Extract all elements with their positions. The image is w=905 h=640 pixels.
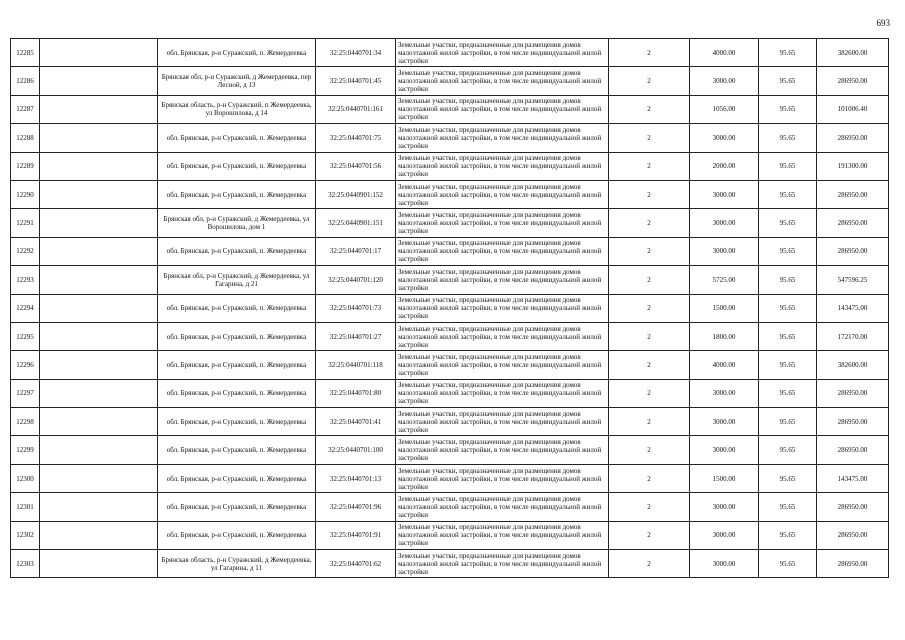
cadastral-value-cell: 143475.00	[817, 464, 889, 492]
group-cell: 2	[609, 436, 690, 464]
row-number-cell: 12298	[11, 408, 40, 436]
blank-cell	[40, 39, 158, 67]
rate-cell: 95.65	[759, 379, 817, 407]
group-cell: 2	[609, 464, 690, 492]
table-row	[11, 521, 889, 549]
address-cell: обл. Брянская, р-н Суражский, п. Жемердеевка	[158, 408, 316, 436]
table-row	[11, 351, 889, 379]
land-use-cell: Земельные участки, предназначенные для размещения домов малоэтажной жилой застройки, в том числе индивидуальной жилой застройки	[396, 124, 609, 152]
area-cell: 3000.00	[690, 493, 759, 521]
address-cell: обл. Брянская, р-н Суражский, п. Жемердеевка	[158, 39, 316, 67]
rate-cell: 95.65	[759, 180, 817, 208]
address-cell: обл. Брянская, р-н Суражский, п. Жемердеевка	[158, 351, 316, 379]
cadastral-value-cell: 286950.00	[817, 436, 889, 464]
cadastral-number-cell: 32:25:0440701:118	[316, 351, 396, 379]
address-cell: обл. Брянская, р-н Суражский, п. Жемердеевка	[158, 237, 316, 265]
row-number-cell: 12291	[11, 209, 40, 237]
rate-cell: 95.65	[759, 436, 817, 464]
row-number-cell: 12303	[11, 550, 40, 578]
cadastral-value-cell: 191300.00	[817, 152, 889, 180]
table-row	[11, 436, 889, 464]
table-row	[11, 294, 889, 322]
land-use-cell: Земельные участки, предназначенные для размещения домов малоэтажной жилой застройки, в том числе индивидуальной жилой застройки	[396, 39, 609, 67]
cadastral-number-cell: 32:25:0440901:152	[316, 180, 396, 208]
land-use-cell: Земельные участки, предназначенные для размещения домов малоэтажной жилой застройки, в том числе индивидуальной жилой застройки	[396, 209, 609, 237]
cadastral-number-cell: 32:25:0440701:56	[316, 152, 396, 180]
table-row	[11, 180, 889, 208]
land-use-cell: Земельные участки, предназначенные для размещения домов малоэтажной жилой застройки, в том числе индивидуальной жилой застройки	[396, 436, 609, 464]
table-row	[11, 209, 889, 237]
rate-cell: 95.65	[759, 39, 817, 67]
group-cell: 2	[609, 209, 690, 237]
address-cell: обл. Брянская, р-н Суражский, п. Жемердеевка	[158, 493, 316, 521]
cadastral-value-cell: 101006.40	[817, 95, 889, 123]
table-row	[11, 550, 889, 578]
land-use-cell: Земельные участки, предназначенные для размещения домов малоэтажной жилой застройки, в том числе индивидуальной жилой застройки	[396, 180, 609, 208]
blank-cell	[40, 351, 158, 379]
row-number-cell: 12297	[11, 379, 40, 407]
address-cell: Брянская обл, р-н Суражский, д Жемердеевка, пер Лесной, д 13	[158, 67, 316, 95]
rate-cell: 95.65	[759, 550, 817, 578]
address-cell: обл. Брянская, р-н Суражский, п. Жемердеевка	[158, 294, 316, 322]
table-row	[11, 152, 889, 180]
row-number-cell: 12285	[11, 39, 40, 67]
area-cell: 1800.00	[690, 322, 759, 350]
land-use-cell: Земельные участки, предназначенные для размещения домов малоэтажной жилой застройки, в том числе индивидуальной жилой застройки	[396, 379, 609, 407]
blank-cell	[40, 67, 158, 95]
cadastral-number-cell: 32:25:0440901:151	[316, 209, 396, 237]
rate-cell: 95.65	[759, 266, 817, 294]
address-cell: обл. Брянская, р-н Суражский, п. Жемердеевка	[158, 436, 316, 464]
row-number-cell: 12292	[11, 237, 40, 265]
rate-cell: 95.65	[759, 237, 817, 265]
area-cell: 4000.00	[690, 351, 759, 379]
group-cell: 2	[609, 237, 690, 265]
blank-cell	[40, 550, 158, 578]
cadastral-number-cell: 32:25:0440701:100	[316, 436, 396, 464]
blank-cell	[40, 464, 158, 492]
cadastral-number-cell: 32:25:0440701:45	[316, 67, 396, 95]
table-row	[11, 379, 889, 407]
cadastral-value-cell: 286950.00	[817, 550, 889, 578]
rate-cell: 95.65	[759, 152, 817, 180]
blank-cell	[40, 493, 158, 521]
row-number-cell: 12290	[11, 180, 40, 208]
row-number-cell: 12289	[11, 152, 40, 180]
cadastral-value-cell: 286950.00	[817, 67, 889, 95]
group-cell: 2	[609, 550, 690, 578]
row-number-cell: 12301	[11, 493, 40, 521]
address-cell: Брянская область, р-н Суражский, д Жемердеевка, ул Гагарина, д 11	[158, 550, 316, 578]
row-number-cell: 12287	[11, 95, 40, 123]
area-cell: 5725.00	[690, 266, 759, 294]
cadastral-value-cell: 286950.00	[817, 124, 889, 152]
cadastral-value-cell: 382600.00	[817, 39, 889, 67]
rate-cell: 95.65	[759, 351, 817, 379]
rate-cell: 95.65	[759, 294, 817, 322]
area-cell: 3000.00	[690, 67, 759, 95]
area-cell: 3000.00	[690, 209, 759, 237]
row-number-cell: 12295	[11, 322, 40, 350]
area-cell: 1500.00	[690, 294, 759, 322]
area-cell: 3000.00	[690, 550, 759, 578]
table-row	[11, 322, 889, 350]
cadastral-number-cell: 32:25:0440701:120	[316, 266, 396, 294]
row-number-cell: 12300	[11, 464, 40, 492]
land-use-cell: Земельные участки, предназначенные для размещения домов малоэтажной жилой застройки, в том числе индивидуальной жилой застройки	[396, 521, 609, 549]
row-number-cell: 12293	[11, 266, 40, 294]
land-use-cell: Земельные участки, предназначенные для размещения домов малоэтажной жилой застройки, в том числе индивидуальной жилой застройки	[396, 464, 609, 492]
address-cell: Брянская обл, р-н Суражский, д Жемердеевка, ул Ворошилова, дом 1	[158, 209, 316, 237]
land-use-cell: Земельные участки, предназначенные для размещения домов малоэтажной жилой застройки, в том числе индивидуальной жилой застройки	[396, 152, 609, 180]
cadastral-value-cell: 286950.00	[817, 237, 889, 265]
land-use-cell: Земельные участки, предназначенные для размещения домов малоэтажной жилой застройки, в том числе индивидуальной жилой застройки	[396, 322, 609, 350]
group-cell: 2	[609, 95, 690, 123]
land-use-cell: Земельные участки, предназначенные для размещения домов малоэтажной жилой застройки, в том числе индивидуальной жилой застройки	[396, 95, 609, 123]
table-row	[11, 124, 889, 152]
table-row	[11, 237, 889, 265]
cadastral-value-cell: 172170.00	[817, 322, 889, 350]
blank-cell	[40, 152, 158, 180]
land-use-cell: Земельные участки, предназначенные для размещения домов малоэтажной жилой застройки, в том числе индивидуальной жилой застройки	[396, 351, 609, 379]
cadastral-number-cell: 32:25:0440701:80	[316, 379, 396, 407]
table-row	[11, 266, 889, 294]
table-row	[11, 493, 889, 521]
page-number: 693	[876, 18, 890, 28]
group-cell: 2	[609, 408, 690, 436]
row-number-cell: 12288	[11, 124, 40, 152]
land-use-cell: Земельные участки, предназначенные для размещения домов малоэтажной жилой застройки, в том числе индивидуальной жилой застройки	[396, 408, 609, 436]
table-body	[11, 39, 889, 578]
group-cell: 2	[609, 322, 690, 350]
blank-cell	[40, 124, 158, 152]
row-number-cell: 12294	[11, 294, 40, 322]
group-cell: 2	[609, 266, 690, 294]
area-cell: 3000.00	[690, 124, 759, 152]
cadastral-value-cell: 286950.00	[817, 180, 889, 208]
address-cell: обл. Брянская, р-н Суражский, п. Жемердеевка	[158, 180, 316, 208]
rate-cell: 95.65	[759, 124, 817, 152]
cadastral-value-cell: 286950.00	[817, 209, 889, 237]
row-number-cell: 12299	[11, 436, 40, 464]
table-row	[11, 408, 889, 436]
land-use-cell: Земельные участки, предназначенные для размещения домов малоэтажной жилой застройки, в том числе индивидуальной жилой застройки	[396, 294, 609, 322]
group-cell: 2	[609, 493, 690, 521]
blank-cell	[40, 266, 158, 294]
cadastral-number-cell: 32:25:0440701:13	[316, 464, 396, 492]
cadastral-value-cell: 286950.00	[817, 521, 889, 549]
table-row	[11, 95, 889, 123]
table-row	[11, 67, 889, 95]
cadastral-number-cell: 32:25:0440701:62	[316, 550, 396, 578]
area-cell: 1500.00	[690, 464, 759, 492]
address-cell: обл. Брянская, р-н Суражский, п. Жемердеевка	[158, 464, 316, 492]
address-cell: обл. Брянская, р-н Суражский, п. Жемердеевка	[158, 322, 316, 350]
blank-cell	[40, 408, 158, 436]
cadastral-value-cell: 382600.00	[817, 351, 889, 379]
blank-cell	[40, 521, 158, 549]
group-cell: 2	[609, 521, 690, 549]
blank-cell	[40, 209, 158, 237]
area-cell: 3000.00	[690, 237, 759, 265]
area-cell: 3000.00	[690, 521, 759, 549]
cadastral-number-cell: 32:25:0440701:34	[316, 39, 396, 67]
blank-cell	[40, 180, 158, 208]
address-cell: обл. Брянская, р-н Суражский, п. Жемердеевка	[158, 379, 316, 407]
cadastral-value-cell: 286950.00	[817, 408, 889, 436]
address-cell: Брянская обл, р-н Суражский, д Жемердеевка, ул Гагарина, д 21	[158, 266, 316, 294]
cadastral-value-cell: 143475.00	[817, 294, 889, 322]
rate-cell: 95.65	[759, 408, 817, 436]
cadastral-number-cell: 32:25:0440701:27	[316, 322, 396, 350]
cadastral-number-cell: 32:25:0440701:91	[316, 521, 396, 549]
area-cell: 3000.00	[690, 408, 759, 436]
address-cell: обл. Брянская, р-н Суражский, п. Жемердеевка	[158, 521, 316, 549]
cadastral-number-cell: 32:25:0440701:41	[316, 408, 396, 436]
rate-cell: 95.65	[759, 521, 817, 549]
rate-cell: 95.65	[759, 464, 817, 492]
blank-cell	[40, 95, 158, 123]
address-cell: обл. Брянская, р-н Суражский, п. Жемердеевка	[158, 152, 316, 180]
blank-cell	[40, 294, 158, 322]
table-row	[11, 39, 889, 67]
area-cell: 4000.00	[690, 39, 759, 67]
blank-cell	[40, 379, 158, 407]
rate-cell: 95.65	[759, 322, 817, 350]
rate-cell: 95.65	[759, 209, 817, 237]
cadastral-number-cell: 32:25:0440701:96	[316, 493, 396, 521]
rate-cell: 95.65	[759, 67, 817, 95]
cadastral-number-cell: 32:25:0440701:17	[316, 237, 396, 265]
address-cell: Брянская область, р-н Суражский, п Жемердеевка, ул Ворошилова, д 14	[158, 95, 316, 123]
blank-cell	[40, 322, 158, 350]
table-row	[11, 464, 889, 492]
group-cell: 2	[609, 294, 690, 322]
rate-cell: 95.65	[759, 493, 817, 521]
row-number-cell: 12296	[11, 351, 40, 379]
blank-cell	[40, 436, 158, 464]
cadastral-value-cell: 286950.00	[817, 493, 889, 521]
land-use-cell: Земельные участки, предназначенные для размещения домов малоэтажной жилой застройки, в том числе индивидуальной жилой застройки	[396, 237, 609, 265]
row-number-cell: 12302	[11, 521, 40, 549]
group-cell: 2	[609, 180, 690, 208]
area-cell: 3000.00	[690, 436, 759, 464]
group-cell: 2	[609, 124, 690, 152]
area-cell: 2000.00	[690, 152, 759, 180]
cadastral-value-cell: 286950.00	[817, 379, 889, 407]
cadastral-number-cell: 32:25:0440701:75	[316, 124, 396, 152]
group-cell: 2	[609, 152, 690, 180]
group-cell: 2	[609, 67, 690, 95]
group-cell: 2	[609, 379, 690, 407]
area-cell: 1056.00	[690, 95, 759, 123]
land-use-cell: Земельные участки, предназначенные для размещения домов малоэтажной жилой застройки, в том числе индивидуальной жилой застройки	[396, 67, 609, 95]
land-use-cell: Земельные участки, предназначенные для размещения домов малоэтажной жилой застройки, в том числе индивидуальной жилой застройки	[396, 550, 609, 578]
group-cell: 2	[609, 39, 690, 67]
group-cell: 2	[609, 351, 690, 379]
land-use-cell: Земельные участки, предназначенные для размещения домов малоэтажной жилой застройки, в том числе индивидуальной жилой застройки	[396, 266, 609, 294]
cadastral-value-cell: 547596.25	[817, 266, 889, 294]
area-cell: 3000.00	[690, 379, 759, 407]
area-cell: 3000.00	[690, 180, 759, 208]
land-registry-table	[10, 38, 889, 578]
address-cell: обл. Брянская, р-н Суражский, п. Жемердеевка	[158, 124, 316, 152]
rate-cell: 95.65	[759, 95, 817, 123]
cadastral-number-cell: 32:25:0440701:161	[316, 95, 396, 123]
cadastral-number-cell: 32:25:0440701:73	[316, 294, 396, 322]
row-number-cell: 12286	[11, 67, 40, 95]
blank-cell	[40, 237, 158, 265]
land-use-cell: Земельные участки, предназначенные для размещения домов малоэтажной жилой застройки, в том числе индивидуальной жилой застройки	[396, 493, 609, 521]
